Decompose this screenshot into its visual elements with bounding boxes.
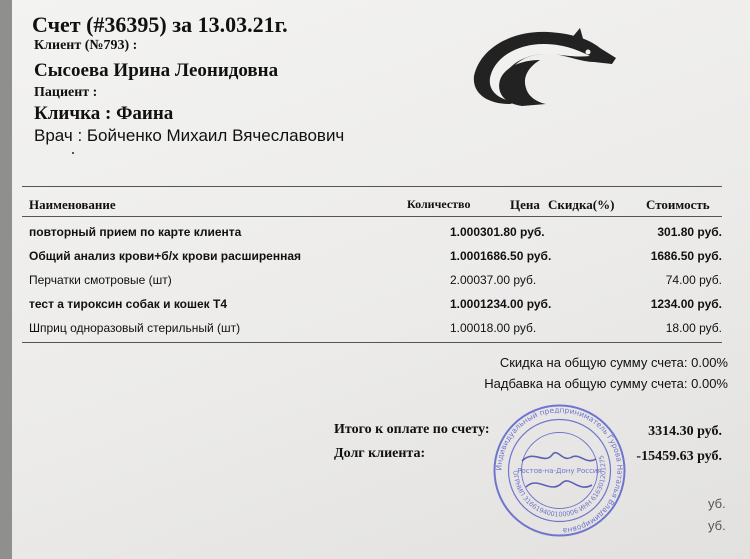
- doctor-name: Врач : Бойченко Михаил Вячеславович: [34, 126, 345, 145]
- cell-price: 301.80 руб.: [480, 225, 545, 239]
- edge-fragment: уб.: [708, 518, 726, 533]
- debt-label: Долг клиента:: [334, 446, 426, 461]
- cell-qty: 1.000: [449, 321, 480, 335]
- client-label: Клиент (№793) :: [34, 38, 138, 53]
- table-row: [12, 225, 750, 249]
- pet-name: Кличка : Фаина: [34, 103, 174, 124]
- cell-name: Шприц одноразовый стерильный (шт): [29, 321, 241, 335]
- col-header-name: Наименование: [29, 197, 116, 212]
- clinic-logo-icon: [470, 18, 620, 110]
- cell-name: Перчатки смотровые (шт): [29, 273, 172, 287]
- cell-price: 1234.00 руб.: [480, 297, 552, 311]
- stamp-outer-text: Индивидуальный предприниматель Гурова Наталья Владимировна: [494, 405, 625, 536]
- cell-cost: 18.00 руб.: [665, 321, 722, 335]
- col-header-price: Цена: [510, 197, 540, 212]
- seal-stamp-icon: [492, 403, 627, 538]
- cell-price: 18.00 руб.: [480, 321, 537, 335]
- col-header-cost: Стоимость: [646, 197, 710, 212]
- cell-cost: 301.80 руб.: [657, 225, 722, 239]
- total-value: 3314.30 руб.: [648, 424, 722, 439]
- cell-cost: 1686.50 руб.: [650, 249, 722, 263]
- table-row: [12, 297, 750, 321]
- cell-qty: 1.000: [449, 225, 480, 239]
- cell-name: повторный прием по карте клиента: [29, 225, 242, 239]
- stamp-inner-text: ОГРНИП 316619400100006 ИНН 616301201275: [511, 454, 608, 519]
- stamp-city: Ростов-на-Дону Россия: [517, 467, 602, 475]
- cell-price: 1686.50 руб.: [480, 249, 552, 263]
- table-row: [12, 249, 750, 273]
- invoice-title: Счет (#36395) за 13.03.21г.: [32, 12, 288, 37]
- cell-cost: 74.00 руб.: [665, 273, 722, 287]
- invoice-paper: [12, 0, 750, 559]
- debt-value: -15459.63 руб.: [636, 449, 722, 464]
- col-header-discount: Скидка(%): [548, 197, 615, 212]
- cell-name: тест а тироксин собак и кошек Т4: [29, 297, 228, 311]
- patient-label: Пациент :: [34, 85, 98, 100]
- table-bottom-rule: [22, 342, 722, 343]
- paper-mark: [72, 152, 74, 154]
- cell-qty: 1.000: [449, 297, 480, 311]
- table-top-rule: [22, 186, 722, 187]
- total-label: Итого к оплате по счету:: [334, 422, 490, 437]
- discount-summary: Скидка на общую сумму счета: 0.00%: [499, 355, 728, 370]
- table-header-rule: [22, 216, 722, 217]
- cell-qty: 1.000: [449, 249, 480, 263]
- cell-qty: 2.000: [449, 273, 480, 287]
- col-header-qty: Количество: [407, 197, 471, 211]
- cell-price: 37.00 руб.: [480, 273, 537, 287]
- cell-cost: 1234.00 руб.: [650, 297, 722, 311]
- client-name: Сысоева Ирина Леонидовна: [34, 60, 279, 81]
- markup-summary: Надбавка на общую сумму счета: 0.00%: [484, 376, 728, 391]
- cell-name: Общий анализ крови+б/х крови расширенная: [29, 249, 302, 263]
- edge-fragment: уб.: [708, 496, 726, 511]
- table-row: [12, 273, 750, 297]
